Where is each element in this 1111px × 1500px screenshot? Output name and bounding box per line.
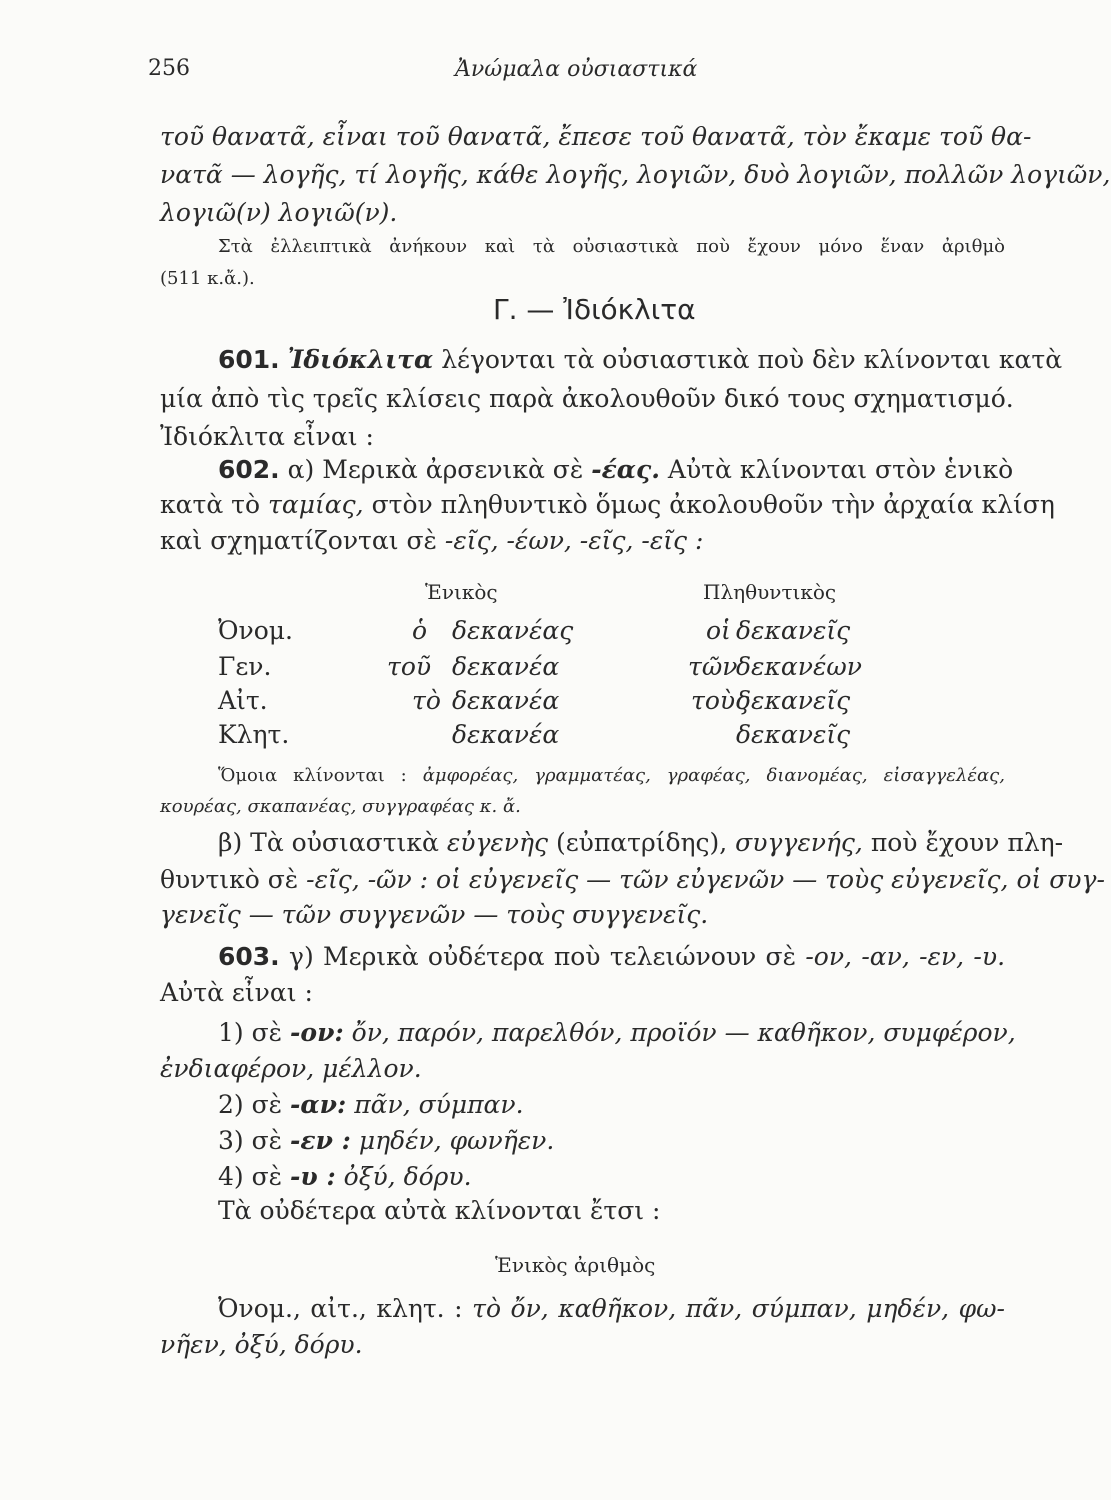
- p601-line-3: Ἰδιόκλιτα εἶναι :: [160, 422, 374, 451]
- article-plural: τῶν: [688, 652, 738, 681]
- case-label: Αἰτ.: [218, 686, 268, 715]
- p603-last-a: Ὀνομ., αἰτ., κλητ. :: [218, 1294, 463, 1323]
- item-words: μηδέν, φωνῆεν.: [358, 1126, 555, 1155]
- p602b-line-2-italic: -εῖς, -ῶν : οἱ εὐγενεῖς — τῶν εὐγενῶν — τοὺς εὐγενεῖς, οἱ συγ-: [306, 865, 1105, 894]
- intro-line-2: νατᾶ — λογῆς, τί λογῆς, κάθε λογῆς, λογιῶν, δυὸ λογιῶν, πολλῶν λογιῶν,: [160, 160, 1111, 189]
- p603-line-1a: γ) Μερικὰ οὐδέτερα ποὺ τελειώνουν σὲ: [289, 942, 797, 971]
- item-number: 2) σὲ: [218, 1090, 283, 1119]
- form-plural: δεκανεῖς: [736, 720, 851, 749]
- p602-line-3a: καὶ σχηματίζονται σὲ: [160, 526, 437, 555]
- item-number: 1) σὲ: [218, 1018, 283, 1047]
- p602b-line-1a: β) Τὰ οὐσιαστικὰ: [218, 828, 439, 857]
- similar-note-line-2: κουρέας, σκαπανέας, συγγραφέας κ. ἄ.: [160, 796, 521, 817]
- item-number: 3) σὲ: [218, 1126, 283, 1155]
- item-ending: -αν:: [290, 1090, 347, 1119]
- p602b-word-1: εὐγενὴς: [446, 828, 548, 857]
- form-plural: δεκανεῖς: [736, 616, 851, 645]
- p602-number: 602.: [218, 455, 280, 484]
- case-label: Γεν.: [218, 652, 272, 681]
- p602-suffix: -έας.: [591, 455, 660, 484]
- form-plural: δεκανεῖς: [736, 686, 851, 715]
- p603-last-line-1: [218, 1294, 1005, 1323]
- form-singular: δεκανέας: [452, 616, 574, 645]
- form-plural: δεκανέων: [736, 652, 862, 681]
- p603-item-1: [218, 1018, 1016, 1047]
- similar-note-words: ἀμφορέας, γραμματέας, γραφέας, διανομέας, εἰσαγγελέας,: [422, 765, 1005, 786]
- p601-line-1-rest: λέγονται τὰ οὐσιαστικὰ ποὺ δὲν κλίνονται κατὰ: [441, 345, 1063, 374]
- p603-endings: -ον, -αν, -εν, -υ.: [805, 942, 1006, 971]
- p603-last-line-2: νῆεν, ὀξύ, δόρυ.: [160, 1330, 363, 1359]
- ellipsis-note-line-2: (511 κ.ἄ.).: [160, 268, 255, 289]
- p601-line-1: [218, 345, 1063, 374]
- p602b-line-2: [160, 865, 1105, 894]
- p602b-line-1b: ποὺ ἔχουν πλη-: [870, 828, 1064, 857]
- p603-line-2: Αὐτὰ εἶναι :: [160, 978, 313, 1007]
- similar-note-label: Ὅμοια κλίνονται :: [218, 765, 407, 786]
- case-label: Ὀνομ.: [218, 616, 293, 645]
- p603-item-1-cont: ἐνδιαφέρον, μέλλον.: [160, 1054, 422, 1083]
- similar-note-line-1: [218, 765, 1005, 786]
- item-number: 4) σὲ: [218, 1162, 283, 1191]
- ellipsis-note-line-1: Στὰ ἐλλειπτικὰ ἀνήκουν καὶ τὰ οὐσιαστικὰ ποὺ ἔχουν μόνο ἕναν ἀριθμὸ: [218, 236, 1005, 257]
- p603-last-italic: τὸ ὄν, καθῆκον, πᾶν, σύμπαν, μηδέν, φω-: [472, 1294, 1005, 1323]
- item-ending: -ον:: [290, 1018, 344, 1047]
- table-col-plural: Πληθυντικὸς: [703, 580, 837, 604]
- item-words: ὄν, παρόν, παρελθόν, προϊόν — καθῆκον, συμφέρον,: [351, 1018, 1016, 1047]
- p603-item-3: [218, 1126, 1063, 1155]
- p603-item-2: [218, 1090, 1063, 1119]
- p603-closing: Τὰ οὐδέτερα αὐτὰ κλίνονται ἔτσι :: [218, 1196, 661, 1225]
- p602-example-word: ταμίας,: [268, 490, 364, 519]
- article-plural: οἱ: [706, 616, 731, 645]
- p602-line-2a: κατὰ τὸ: [160, 490, 261, 519]
- p602b-word-2: συγγενής,: [735, 828, 863, 857]
- p603-line-1: [218, 942, 1005, 971]
- article-singular: τὸ: [412, 686, 441, 715]
- form-singular: δεκανέα: [452, 652, 560, 681]
- p602-endings: -εῖς, -έων, -εῖς, -εῖς :: [444, 526, 704, 555]
- p603-subheading: Ἑνικὸς ἀριθμὸς: [495, 1253, 656, 1277]
- case-label: Κλητ.: [218, 720, 290, 749]
- item-ending: -υ :: [290, 1162, 336, 1191]
- form-singular: δεκανέα: [452, 686, 560, 715]
- p602-line-2: [160, 490, 1055, 519]
- intro-line-1: τοῦ θανατᾶ, εἶναι τοῦ θανατᾶ, ἔπεσε τοῦ θανατᾶ, τὸν ἔκαμε τοῦ θα-: [160, 122, 1032, 151]
- table-col-singular: Ἑνικὸς: [425, 580, 498, 604]
- p603-number: 603.: [218, 942, 280, 971]
- p601-term: Ἰδιόκλιτα: [287, 345, 434, 374]
- p602-line-1: [218, 455, 1014, 484]
- form-singular: δεκανέα: [452, 720, 560, 749]
- article-singular: ὁ: [412, 616, 428, 645]
- p603-item-4: [218, 1162, 1063, 1191]
- p602-line-1b: Αὐτὰ κλίνονται στὸν ἑνικὸ: [667, 455, 1014, 484]
- p601-line-2: μία ἀπὸ τὶς τρεῖς κλίσεις παρὰ ἀκολουθοῦν δικό τους σχηματισμό.: [160, 384, 1014, 413]
- running-title: Ἀνώμαλα οὐσιαστικά: [455, 57, 698, 82]
- p602-line-2b: στὸν πληθυντικὸ ὅμως ἀκολουθοῦν τὴν ἀρχαία κλίση: [371, 490, 1055, 519]
- p602b-line-1: [218, 828, 1064, 857]
- p602-line-3: [160, 526, 1005, 555]
- p602-line-1a: α) Μερικὰ ἀρσενικὰ σὲ: [287, 455, 584, 484]
- p601-number: 601.: [218, 345, 280, 374]
- p602b-paren: (εὐπατρίδης),: [555, 828, 728, 857]
- item-words: πᾶν, σύμπαν.: [354, 1090, 524, 1119]
- item-words: ὀξύ, δόρυ.: [343, 1162, 472, 1191]
- section-heading: Γ. — Ἰδιόκλιτα: [493, 293, 696, 326]
- intro-line-3: λογιῶ(ν) λογιῶ(ν).: [160, 198, 398, 227]
- article-singular: τοῦ: [387, 652, 432, 681]
- p602b-line-2a: θυντικὸ σὲ: [160, 865, 299, 894]
- page-number: 256: [148, 56, 190, 81]
- p602b-line-3: γενεῖς — τῶν συγγενῶν — τοὺς συγγενεῖς.: [160, 900, 709, 929]
- article-plural: τοὺς: [691, 686, 750, 715]
- item-ending: -εν :: [290, 1126, 351, 1155]
